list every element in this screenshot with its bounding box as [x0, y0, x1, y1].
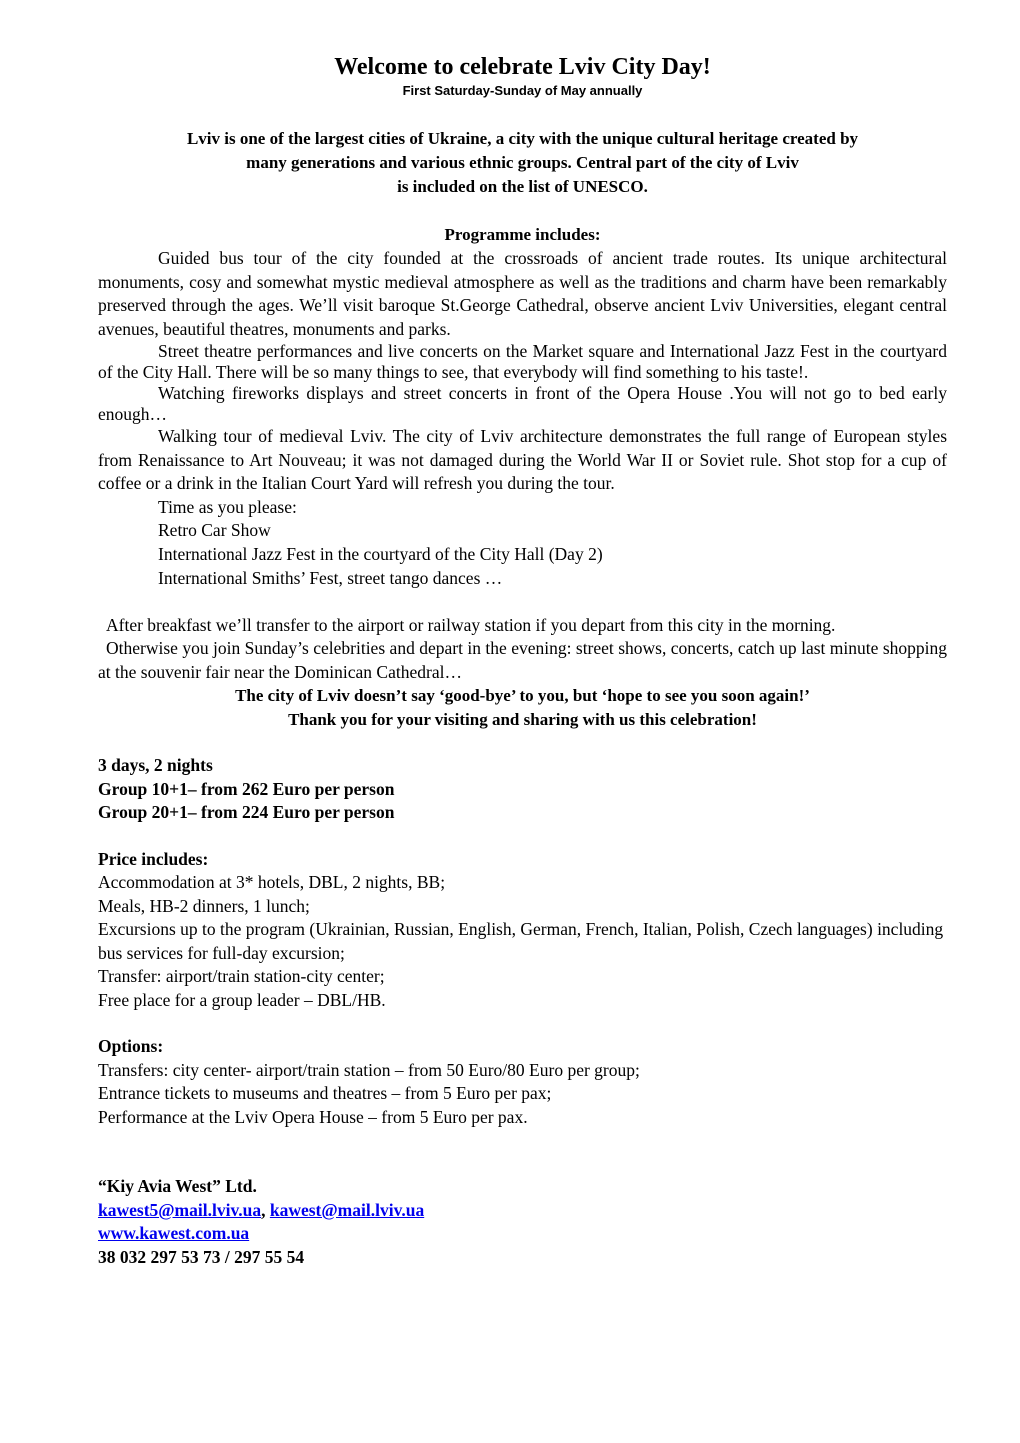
- list-item: Excursions up to the program (Ukrainian, Russian, English, German, French, Italian, Polish, Czech languages) including bus services for full-day excursion;: [98, 919, 944, 963]
- programme-heading: Programme includes:: [444, 225, 601, 244]
- list-item: Meals, HB-2 dinners, 1 lunch;: [98, 895, 310, 916]
- intro-line: many generations and various ethnic groups. Central part of the city of Lviv: [246, 153, 799, 172]
- list-item: Time as you please:: [158, 496, 297, 517]
- list-item: Transfer: airport/train station-city center;: [98, 966, 385, 987]
- time-list: [98, 496, 947, 591]
- list-item: Transfers: city center- airport/train station – from 50 Euro/80 Euro per group;: [98, 1059, 640, 1080]
- website-line: [98, 1222, 947, 1246]
- programme-paragraph-walking-tour: Walking tour of medieval Lviv. The city of Lviv architecture demonstrates the full range of European styles from Renaissance to Art Nouveau; it was not damaged during the World War II or Soviet rule. Shot stop for a cup of coffee or a drink in the Italian Court Yard will refresh you during the tour.: [98, 426, 947, 493]
- programme-paragraph-street-theatre: Street theatre performances and live concerts on the Market square and International Jazz Fest in the courtyard of the City Hall. There will be so many things to see, that everybody will find something to his taste!.: [98, 341, 947, 382]
- list-item: Free place for a group leader – DBL/HB.: [98, 989, 386, 1010]
- company-name: “Kiy Avia West” Ltd.: [98, 1176, 257, 1197]
- duration: 3 days, 2 nights: [98, 755, 213, 776]
- farewell-line: The city of Lviv doesn’t say ‘good-bye’ to you, but ‘hope to see you soon again!’: [235, 686, 810, 706]
- list-item: Retro Car Show: [158, 520, 271, 541]
- price-includes-heading: Price includes:: [98, 848, 209, 869]
- website-link[interactable]: www.kawest.com.ua: [98, 1223, 250, 1244]
- list-item: International Jazz Fest in the courtyard of the City Hall (Day 2): [158, 544, 603, 565]
- email-line: [98, 1199, 947, 1223]
- intro-block: [98, 127, 947, 199]
- intro-line: Lviv is one of the largest cities of Ukraine, a city with the unique cultural heritage created by: [186, 129, 859, 148]
- phone-number: 38 032 297 53 73 / 297 55 54: [98, 1246, 305, 1267]
- email-link-1[interactable]: kawest5@mail.lviv.ua: [98, 1199, 262, 1220]
- departure-paragraph-evening: Otherwise you join Sunday’s celebrities and depart in the evening: street shows, concerts, catch up last minute shopping at the souvenir fair near the Dominican Cathedral…: [98, 638, 947, 682]
- thank-you-line: Thank you for your visiting and sharing with us this celebration!: [288, 709, 757, 729]
- list-item: Entrance tickets to museums and theatres – from 5 Euro per pax;: [98, 1083, 552, 1104]
- email-separator: ,: [261, 1199, 270, 1220]
- list-item: Performance at the Lviv Opera House – from 5 Euro per pax.: [98, 1106, 528, 1127]
- price-group-20: Group 20+1– from 224 Euro per person: [98, 802, 395, 823]
- list-item: International Smiths’ Fest, street tango dances …: [158, 567, 503, 588]
- email-link-2[interactable]: kawest@mail.lviv.ua: [269, 1199, 425, 1220]
- intro-line: is included on the list of UNESCO.: [397, 177, 648, 196]
- page-title: Welcome to celebrate Lviv City Day!: [334, 54, 711, 80]
- programme-paragraph-bus-tour: Guided bus tour of the city founded at the crossroads of ancient trade routes. Its unique architectural monuments, cosy and somewhat mystic medieval atmosphere as well as the traditions and charm have been remarkably preserved through the ages. We’ll visit baroque St.George Cathedral, observe ancient Lviv Universities, elegant central avenues, beautiful theatres, monuments and parks.: [98, 248, 947, 339]
- programme-paragraph-fireworks: Watching fireworks displays and street concerts in front of the Opera House .You will not go to bed early enough…: [98, 383, 947, 424]
- list-item: Accommodation at 3* hotels, DBL, 2 nights, BB;: [98, 872, 446, 893]
- options-heading: Options:: [98, 1036, 164, 1057]
- price-group-10: Group 10+1– from 262 Euro per person: [98, 778, 395, 799]
- departure-paragraph-morning: After breakfast we’ll transfer to the airport or railway station if you depart from this city in the morning.: [106, 614, 836, 635]
- page-subtitle: First Saturday-Sunday of May annually: [402, 83, 643, 98]
